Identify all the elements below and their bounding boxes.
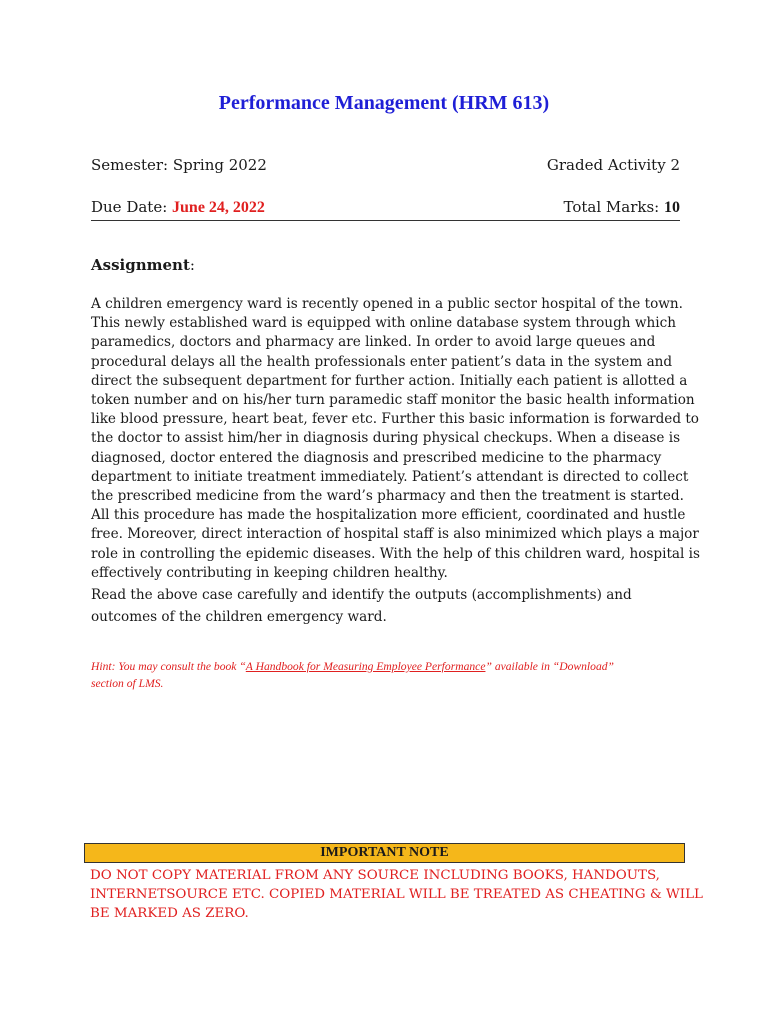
body-line: diagnosed, doctor entered the diagnosis and prescribed medicine to the pharmacy	[91, 449, 662, 466]
body-line: direct the subsequent department for further action. Initially each patient is allotted a	[91, 372, 688, 389]
body-line: department to initiate treatment immediately. Patient’s attendant is directed to collect	[91, 468, 689, 485]
semester-label: Semester: Spring 2022	[91, 156, 267, 174]
body-line: This newly established ward is equipped with online database system through which	[91, 315, 676, 332]
due-date-value: June 24, 2022	[172, 199, 265, 216]
body-line: free. Moreover, direct interaction of hospital staff is also minimized which plays a major	[91, 526, 699, 543]
body-line: the prescribed medicine from the ward’s pharmacy and then the treatment is started.	[91, 488, 684, 505]
meta-row-due-date	[91, 197, 680, 221]
assignment-heading	[91, 256, 195, 274]
body-line: All this procedure has made the hospitalization more efficient, coordinated and hustle	[91, 507, 686, 524]
total-marks-label: Total Marks:	[563, 198, 664, 216]
body-line: the doctor to assist him/her in diagnosis during physical checkups. When a disease is	[91, 430, 681, 447]
assignment-heading-colon: :	[189, 256, 195, 274]
body-line: procedural delays all the health professionals enter patient’s data in the system and	[91, 353, 673, 370]
assignment-instruction	[91, 584, 683, 628]
total-marks	[564, 197, 681, 218]
graded-activity-label: Graded Activity 2	[546, 156, 680, 174]
due-date-label: Due Date:	[91, 198, 173, 216]
body-line: like blood pressure, heart beat, fever etc. Further this basic information is forwarded to	[91, 411, 699, 428]
important-note-banner: IMPORTANT NOTE	[84, 843, 685, 863]
note-line: BE MARKED AS ZERO.	[90, 906, 249, 921]
hint-note	[91, 658, 683, 692]
body-line: token number and on his/her turn paramedic staff monitor the basic health information	[91, 392, 695, 409]
note-line: DO NOT COPY MATERIAL FROM ANY SOURCE INCLUDING BOOKS, HANDOUTS,	[90, 868, 660, 883]
document-title: Performance Management (HRM 613)	[218, 92, 550, 114]
instruction-line: outcomes of the children emergency ward.	[91, 609, 387, 625]
hint-line-2: section of LMS.	[91, 677, 164, 690]
body-line: effectively contributing in keeping children healthy.	[91, 564, 448, 581]
body-line: A children emergency ward is recently opened in a public sector hospital of the town.	[91, 296, 683, 312]
instruction-line: Read the above case carefully and identify the outputs (accomplishments) and	[91, 587, 632, 603]
assignment-heading-text: Assignment	[91, 256, 190, 274]
body-line: paramedics, doctors and pharmacy are linked. In order to avoid large queues and	[91, 334, 656, 351]
assignment-body	[91, 295, 701, 583]
meta-row-semester	[91, 155, 680, 175]
due-date	[91, 197, 265, 218]
handbook-link[interactable]: A Handbook for Measuring Employee Performance	[245, 660, 486, 673]
hint-suffix: ” available in “Download”	[485, 660, 614, 673]
body-line: role in controlling the epidemic diseases. With the help of this children ward, hospital is	[91, 545, 701, 562]
hint-prefix: Hint: You may consult the book “	[91, 660, 246, 673]
total-marks-value: 10	[664, 199, 680, 216]
important-note-text	[90, 866, 703, 923]
note-line: INTERNETSOURCE ETC. COPIED MATERIAL WILL BE TREATED AS CHEATING & WILL	[90, 887, 703, 902]
